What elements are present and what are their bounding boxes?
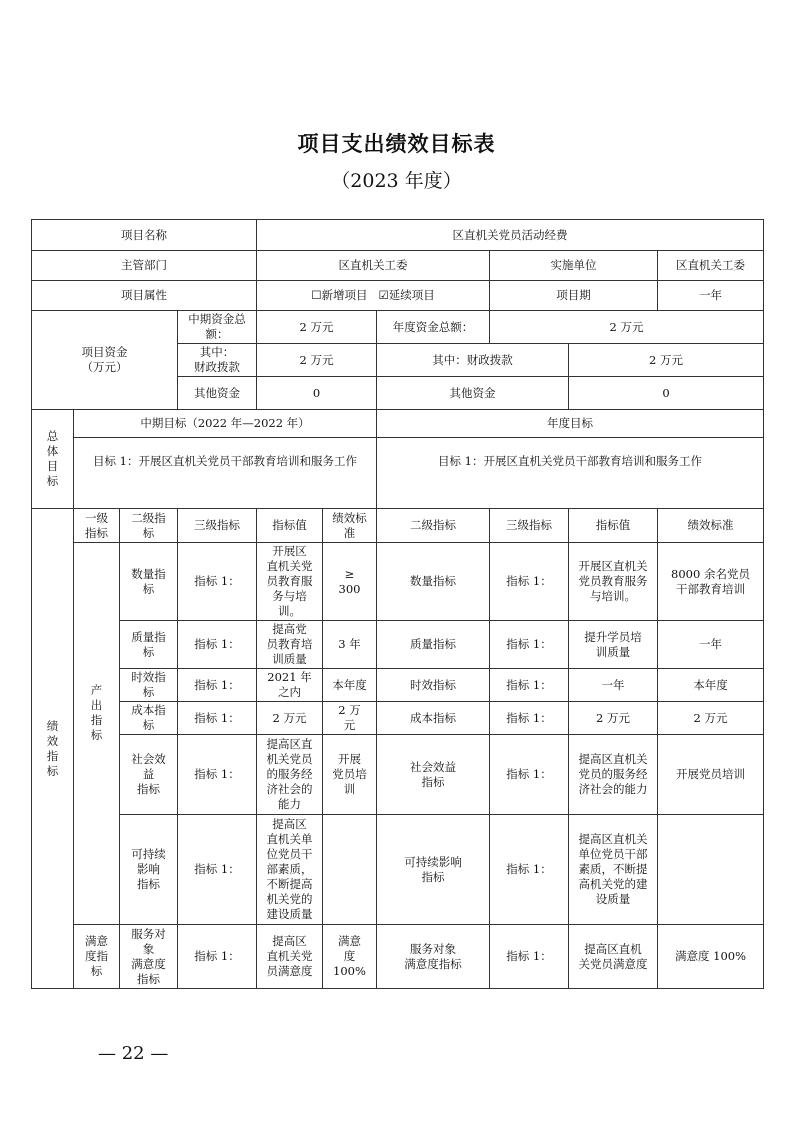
row-standard: ≥ 300 bbox=[323, 543, 377, 621]
row-level3: 指标 1： bbox=[178, 735, 257, 815]
row-standard-annual: 一年 bbox=[658, 621, 764, 669]
row-value-annual: 提升学员培 训质量 bbox=[569, 621, 658, 669]
annual-goal-text: 目标 1：开展区直机关党员干部教育培训和服务工作 bbox=[377, 438, 764, 509]
header-standard-annual: 绩效标准 bbox=[658, 509, 764, 543]
page-title: 项目支出绩效目标表 bbox=[297, 131, 496, 156]
row-standard: 2 万 元 bbox=[323, 702, 377, 735]
annual-goal-header: 年度目标 bbox=[377, 410, 764, 438]
annual-other-label: 其他资金 bbox=[377, 377, 569, 410]
row-value: 提高区 直机关党 员满意度 bbox=[257, 925, 323, 989]
annual-total-label: 年度资金总额： bbox=[377, 311, 490, 344]
mid-term-fiscal-value: 2 万元 bbox=[257, 344, 377, 377]
new-project-checkbox: ☐新增项目 bbox=[311, 288, 368, 302]
row-level3: 指标 1： bbox=[178, 925, 257, 989]
row-value: 开展区 直机关党 员教育服 务与培 训。 bbox=[257, 543, 323, 621]
row-standard-annual: 2 万元 bbox=[658, 702, 764, 735]
row-level2-annual: 服务对象 满意度指标 bbox=[377, 925, 490, 989]
project-name-label: 项目名称 bbox=[32, 220, 257, 251]
header-level2-annual: 二级指标 bbox=[377, 509, 490, 543]
header-level3: 三级指标 bbox=[178, 509, 257, 543]
row-standard: 满意 度 100% bbox=[323, 925, 377, 989]
mid-term-total-label: 中期资金总额： bbox=[178, 311, 257, 344]
row-level2-annual: 可持续影响 指标 bbox=[377, 815, 490, 925]
row-level2-annual: 数量指标 bbox=[377, 543, 490, 621]
page-subtitle: （2023 年度） bbox=[331, 170, 462, 192]
row-level3-annual: 指标 1： bbox=[490, 621, 569, 669]
overall-goal-label: 总 体 目 标 bbox=[32, 410, 74, 509]
row-level2-annual: 成本指标 bbox=[377, 702, 490, 735]
row-level2: 数量指 标 bbox=[120, 543, 178, 621]
output-indicator-label: 产 出 指 标 bbox=[74, 543, 120, 925]
mid-term-other-value: 0 bbox=[257, 377, 377, 410]
row-value-annual: 开展区直机关 党员教育服务 与培训。 bbox=[569, 543, 658, 621]
header-standard: 绩效标 准 bbox=[323, 509, 377, 543]
row-level3-annual: 指标 1： bbox=[490, 543, 569, 621]
project-funds-label: 项目资金 （万元） bbox=[32, 311, 178, 410]
row-level3-annual: 指标 1： bbox=[490, 925, 569, 989]
row-standard-annual: 8000 余名党员 干部教育培训 bbox=[658, 543, 764, 621]
project-name-value: 区直机关党员活动经费 bbox=[257, 220, 764, 251]
row-standard-annual bbox=[658, 815, 764, 925]
project-attribute-value bbox=[257, 281, 490, 311]
header-level1: 一级 指标 bbox=[74, 509, 120, 543]
row-value-annual: 提高区直机关 党员的服务经 济社会的能力 bbox=[569, 735, 658, 815]
mid-term-other-label: 其他资金 bbox=[178, 377, 257, 410]
header-level2: 二级指 标 bbox=[120, 509, 178, 543]
row-standard: 3 年 bbox=[323, 621, 377, 669]
row-level2: 可持续 影响 指标 bbox=[120, 815, 178, 925]
row-level2: 时效指 标 bbox=[120, 669, 178, 702]
performance-indicator-label: 绩 效 指 标 bbox=[32, 509, 74, 989]
row-standard: 本年度 bbox=[323, 669, 377, 702]
satisfaction-indicator-label: 满意 度指 标 bbox=[74, 925, 120, 989]
header-level3-annual: 三级指标 bbox=[490, 509, 569, 543]
mid-term-goal-text: 目标 1：开展区直机关党员干部教育培训和服务工作 bbox=[74, 438, 377, 509]
row-value: 提高区直 机关党员 的服务经 济社会的 能力 bbox=[257, 735, 323, 815]
project-period-value: 一年 bbox=[658, 281, 764, 311]
project-period-label: 项目期 bbox=[490, 281, 658, 311]
row-level2-annual: 社会效益 指标 bbox=[377, 735, 490, 815]
row-level3-annual: 指标 1： bbox=[490, 735, 569, 815]
row-value-annual: 2 万元 bbox=[569, 702, 658, 735]
header-value-annual: 指标值 bbox=[569, 509, 658, 543]
row-standard bbox=[323, 815, 377, 925]
project-attribute-label: 项目属性 bbox=[32, 281, 257, 311]
row-value: 提高区 直机关单 位党员干 部素质， 不断提高 机关党的 建设质量 bbox=[257, 815, 323, 925]
page-number: — 22 — bbox=[98, 1043, 169, 1064]
mid-term-total-value: 2 万元 bbox=[257, 311, 377, 344]
row-level3-annual: 指标 1： bbox=[490, 815, 569, 925]
row-level3-annual: 指标 1： bbox=[490, 669, 569, 702]
row-level3: 指标 1： bbox=[178, 543, 257, 621]
department-label: 主管部门 bbox=[32, 251, 257, 281]
row-value: 2021 年 之内 bbox=[257, 669, 323, 702]
annual-fiscal-value: 2 万元 bbox=[569, 344, 764, 377]
row-standard-annual: 满意度 100% bbox=[658, 925, 764, 989]
header-value: 指标值 bbox=[257, 509, 323, 543]
row-level3-annual: 指标 1： bbox=[490, 702, 569, 735]
performance-goal-table bbox=[31, 219, 764, 989]
row-value-annual: 提高区直机关 单位党员干部 素质，不断提 高机关党的建 设质量 bbox=[569, 815, 658, 925]
implementer-value: 区直机关工委 bbox=[658, 251, 764, 281]
row-level2: 质量指 标 bbox=[120, 621, 178, 669]
row-standard-annual: 开展党员培训 bbox=[658, 735, 764, 815]
continued-project-checkbox: ☑延续项目 bbox=[378, 288, 435, 302]
row-level3: 指标 1： bbox=[178, 621, 257, 669]
row-value: 提高党 员教育培 训质量 bbox=[257, 621, 323, 669]
row-value-annual: 提高区直机 关党员满意度 bbox=[569, 925, 658, 989]
row-standard-annual: 本年度 bbox=[658, 669, 764, 702]
row-level2: 服务对 象 满意度 指标 bbox=[120, 925, 178, 989]
row-value-annual: 一年 bbox=[569, 669, 658, 702]
row-level2-annual: 时效指标 bbox=[377, 669, 490, 702]
annual-fiscal-label: 其中：财政拨款 bbox=[377, 344, 569, 377]
row-standard: 开展 党员培 训 bbox=[323, 735, 377, 815]
mid-term-goal-header: 中期目标（2022 年—2022 年） bbox=[74, 410, 377, 438]
mid-term-fiscal-label: 其中： 财政拨款 bbox=[178, 344, 257, 377]
row-value: 2 万元 bbox=[257, 702, 323, 735]
implementer-label: 实施单位 bbox=[490, 251, 658, 281]
row-level2-annual: 质量指标 bbox=[377, 621, 490, 669]
row-level3: 指标 1： bbox=[178, 815, 257, 925]
annual-other-value: 0 bbox=[569, 377, 764, 410]
row-level2: 成本指 标 bbox=[120, 702, 178, 735]
row-level3: 指标 1： bbox=[178, 702, 257, 735]
annual-total-value: 2 万元 bbox=[490, 311, 764, 344]
row-level3: 指标 1： bbox=[178, 669, 257, 702]
row-level2: 社会效 益 指标 bbox=[120, 735, 178, 815]
department-value: 区直机关工委 bbox=[257, 251, 490, 281]
